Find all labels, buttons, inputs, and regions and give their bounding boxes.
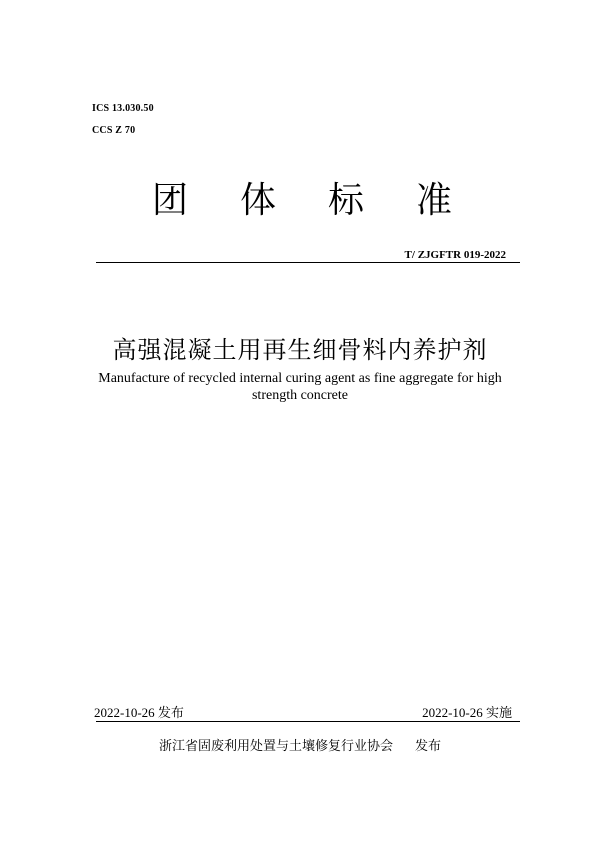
standard-type-heading: 团体标准 xyxy=(151,180,504,221)
publish-label: 发布 xyxy=(415,739,442,754)
publisher-line xyxy=(0,735,600,754)
publisher-name: 浙江省固废利用处置与土壤修复行业协会 xyxy=(158,739,393,754)
issue-date: 2022-10-26 发布 xyxy=(94,705,184,720)
footer-divider xyxy=(96,721,520,722)
title-chinese: 高强混凝土用再生细骨料内养护剂 xyxy=(112,336,488,364)
header-divider xyxy=(96,262,520,263)
title-english: Manufacture of recycled internal curing agent as fine aggregate for high strength concrete xyxy=(98,371,502,403)
ics-code: ICS 13.030.50 xyxy=(92,103,154,114)
standard-number: T/ ZJGFTR 019-2022 xyxy=(404,249,506,261)
implementation-date: 2022-10-26 实施 xyxy=(422,705,512,720)
ccs-code: CCS Z 70 xyxy=(92,125,136,136)
